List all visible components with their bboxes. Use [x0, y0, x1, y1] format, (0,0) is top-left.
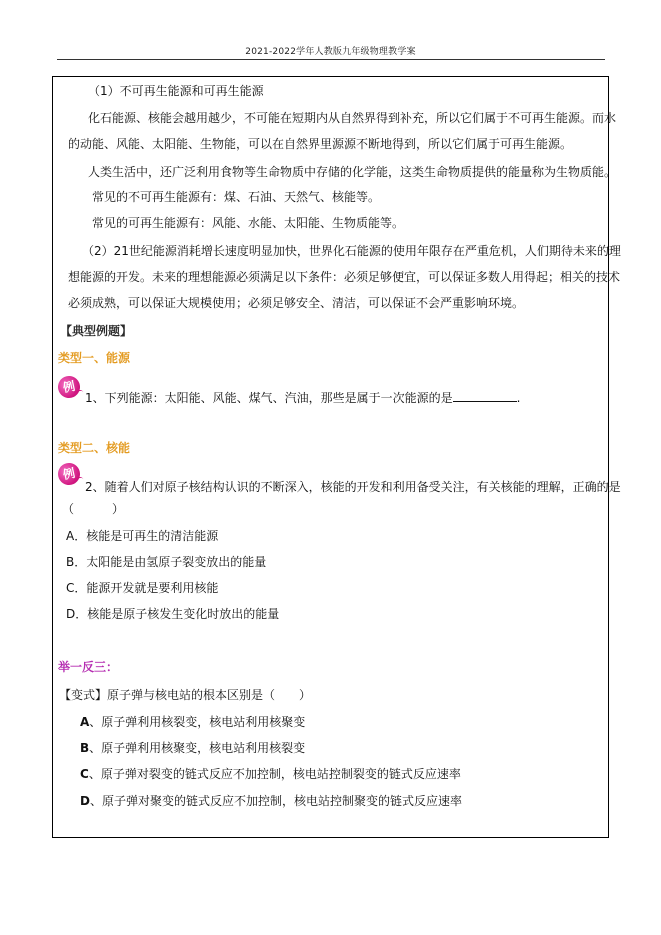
p1-line2: 的动能、风能、太阳能、生物能，可以在自然界里源源不断地得到，所以它们属于可再生能源。 — [68, 137, 573, 151]
paren-close: ） — [112, 502, 125, 516]
example-icon: 例 — [56, 461, 82, 487]
p5-line3: 必须成熟，可以保证大规模使用；必须足够安全、清洁，可以保证不会严重影响环境。 — [68, 296, 525, 310]
header-rule — [57, 59, 605, 60]
variant-option-d — [80, 793, 462, 809]
type1-label: 类型一、能源 — [58, 351, 131, 365]
answer-blank — [453, 391, 517, 402]
variant-option-a-text: 、原子弹利用核裂变，核电站利用核聚变 — [89, 715, 306, 729]
variant-option-c-text: 、原子弹对裂变的链式反应不加控制，核电站控制裂变的链式反应速率 — [88, 767, 461, 781]
variant-option-d-letter: D — [80, 794, 90, 808]
practice-label: 举一反三： — [58, 660, 119, 674]
p1-title: （1）不可再生能源和可再生能源 — [88, 84, 264, 98]
variant-option-b-letter: B — [80, 741, 90, 755]
paren-open: （ — [62, 502, 75, 516]
variant-option-b — [80, 740, 305, 756]
typical-examples-label: 【典型例题】 — [60, 324, 133, 338]
question-1-end: . — [516, 391, 521, 405]
variant-option-a — [80, 714, 305, 730]
q2-option-d: D．核能是原子核发生变化时放出的能量 — [66, 607, 280, 621]
q2-option-c: C．能源开发就是要利用核能 — [66, 581, 219, 595]
p3-text: 常见的不可再生能源有：煤、石油、天然气、核能等。 — [92, 190, 381, 204]
p1-line1: 化石能源、核能会越用越少，不可能在短期内从自然界得到补充，所以它们属于不可再生能源。而水 — [88, 111, 617, 125]
variant-option-a-letter: A — [80, 715, 90, 729]
p5-line1: （2）21世纪能源消耗增长速度明显加快，世界化石能源的使用年限存在严重危机，人们期待未来的理 — [82, 244, 621, 258]
variant-option-b-text: 、原子弹利用核聚变，核电站利用核裂变 — [89, 741, 306, 755]
question-2-line1: 2、随着人们对原子核结构认识的不断深入，核能的开发和利用备受关注，有关核能的理解，正确的是 — [85, 480, 621, 494]
q2-option-a: A．核能是可再生的清洁能源 — [66, 529, 219, 543]
example-icon: 例 — [56, 374, 82, 400]
header-title: 2021-2022学年人教版九年级物理教学案 — [245, 47, 416, 57]
variant-option-c-letter: C — [80, 767, 89, 781]
question-1-text: 1、下列能源：太阳能、风能、煤气、汽油，那些是属于一次能源的是 — [85, 391, 453, 405]
p2-text: 人类生活中，还广泛利用食物等生命物质中存储的化学能，这类生命物质提供的能量称为生物质能。 — [88, 165, 617, 179]
type2-label: 类型二、核能 — [58, 441, 131, 455]
q2-option-b: B．太阳能是由氢原子裂变放出的能量 — [66, 555, 267, 569]
p5-line2: 想能源的开发。未来的理想能源必须满足以下条件：必须足够便宜，可以保证多数人用得起；相关的技术 — [68, 270, 621, 284]
p4-text: 常见的可再生能源有：风能、水能、太阳能、生物质能等。 — [92, 216, 405, 230]
question-2-paren — [62, 501, 124, 517]
variant-option-d-text: 、原子弹对聚变的链式反应不加控制，核电站控制聚变的链式反应速率 — [89, 794, 462, 808]
variant-option-c — [80, 766, 461, 782]
variant-question: 【变式】原子弹与核电站的根本区别是（ ） — [59, 688, 312, 702]
question-1 — [85, 390, 520, 406]
